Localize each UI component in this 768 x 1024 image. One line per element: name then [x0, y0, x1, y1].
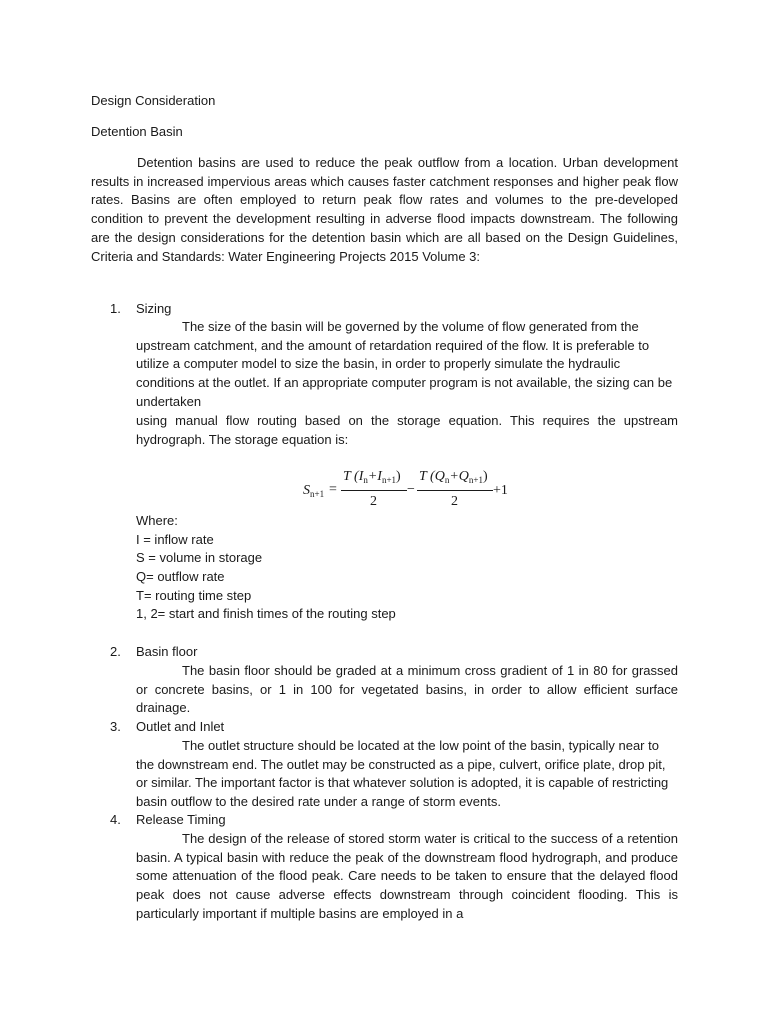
- outlet-inlet-paragraph: The outlet structure should be located at the low point of the basin, typically near to the downstream end. The outlet may be constructed as a pipe, culvert, orifice plate, drop pit, or similar. The important factor is that whatever solution is adopted, it is capable of restricting basin outflow to the desired rate under a range of storm events.: [136, 738, 669, 810]
- basin-floor-paragraph: The basin floor should be graded at a minimum cross gradient of 1 in 80 for grassed or concrete basins, or 1 in 100 for vegetated basins, in order to allow efficient surface drainage.: [136, 663, 678, 716]
- list-item-title: Basin floor: [136, 644, 198, 659]
- equation-minus: −: [407, 482, 415, 497]
- equation-lhs: $S_{n+1}$: [303, 483, 325, 499]
- list-number: 2.: [110, 644, 121, 659]
- list-number: 1.: [110, 301, 121, 316]
- definition-item: Q= outflow rate: [136, 569, 225, 585]
- section-heading: Detention Basin: [91, 124, 183, 139]
- definition-item: T= routing time step: [136, 587, 252, 603]
- equation-tail: +1: [493, 483, 508, 498]
- fraction-1-denominator: 2: [370, 494, 377, 509]
- where-label: Where:: [136, 513, 178, 528]
- definition-item: I = inflow rate: [136, 531, 214, 547]
- release-timing-paragraph: The design of the release of stored storm water is critical to the success of a retention basin. A typical basin with reduce the peak of the downstream flood hydrograph, and produce some attenuation of the flood peak. Care needs to be taken to ensure that the delayed flood peak does not cause adverse effects downstream through coincident flooding. This is particularly important if multiple basins are employed in a: [136, 831, 678, 921]
- sizing-paragraph: The size of the basin will be governed by the volume of flow generated from the upstream catchment, and the amount of retardation required of the flow. It is preferable to utilize a computer model to size the basin, in order to properly simulate the hydraulic conditions at the outlet. If an appropriate computer program is not available, the sizing can be undertaken: [136, 319, 673, 409]
- list-number: 3.: [110, 719, 121, 734]
- list-item-title: Sizing: [136, 301, 172, 316]
- document-heading: Design Consideration: [91, 93, 216, 108]
- definitions-list: [136, 512, 396, 624]
- definition-item: S = volume in storage: [136, 550, 263, 566]
- list-number: 4.: [110, 812, 121, 827]
- sizing-paragraph-continued: using manual flow routing based on the storage equation. This requires the upstream hydrograph. The storage equation is:: [136, 413, 678, 447]
- fraction-2-denominator: 2: [451, 494, 458, 509]
- definition-item: 1, 2= start and finish times of the routing step: [136, 606, 396, 622]
- fraction-bar: [417, 490, 493, 491]
- fraction-bar: [341, 490, 407, 491]
- list-item-title: Outlet and Inlet: [136, 719, 225, 734]
- fraction-1-numerator: T $(I_n+I_{n+1})$: [343, 469, 401, 485]
- list-item-title: Release Timing: [136, 812, 226, 827]
- storage-equation: [303, 466, 523, 514]
- fraction-2-numerator: T $(Q_n+Q_{n+1})$: [419, 469, 488, 485]
- intro-paragraph: Detention basins are used to reduce the peak outflow from a location. Urban development results in increased impervious areas which causes faster catchment responses and higher peak flow rates. Basins are often employed to return peak flow rates and volumes to the pre-developed condition to prevent the development resulting in adverse flood impacts downstream. The following are the design considerations for the detention basin which are all based on the Design Guidelines, Criteria and Standards: Water Engineering Projects 2015 Volume 3:: [91, 155, 678, 264]
- equation-equals: =: [329, 482, 337, 497]
